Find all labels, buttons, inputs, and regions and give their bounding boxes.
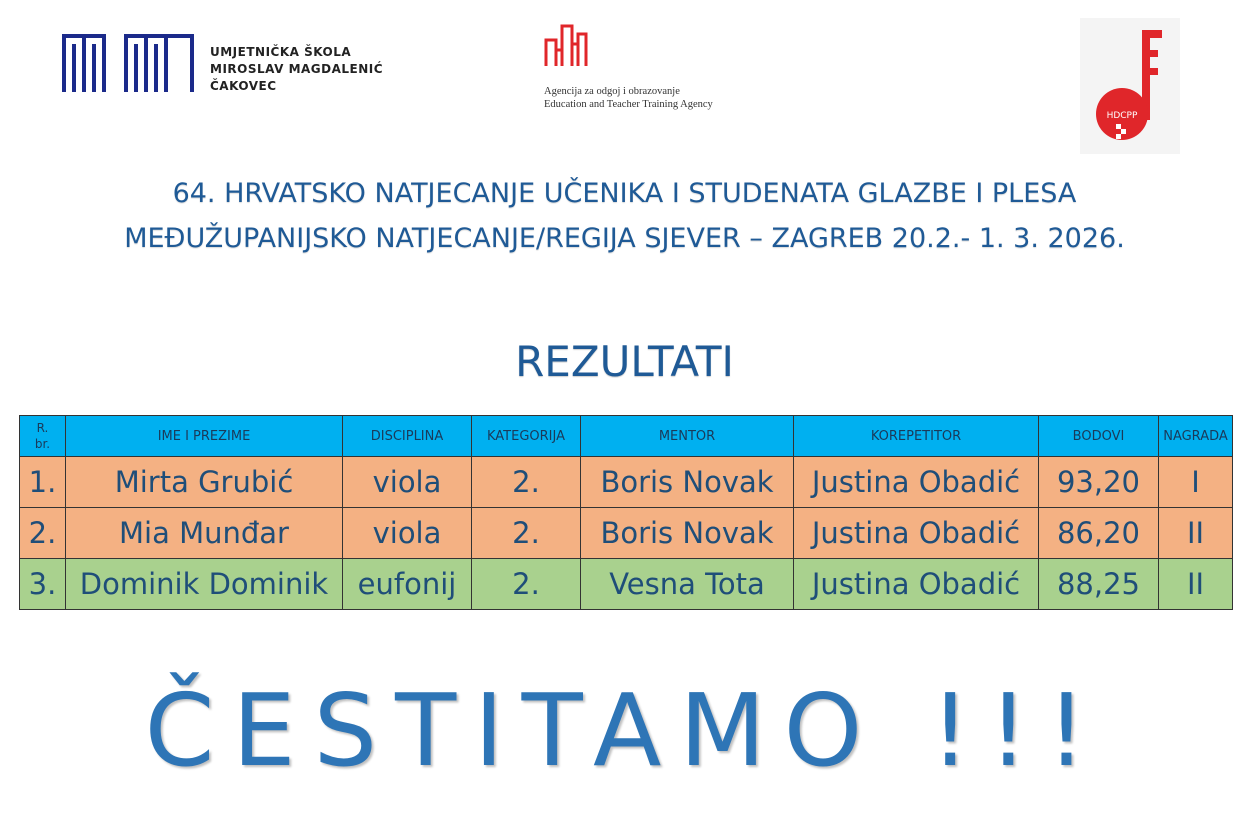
header-rbr-line: br. xyxy=(34,437,51,451)
cell-award: II xyxy=(1159,508,1233,559)
cell-accompanist: Justina Obadić xyxy=(794,457,1039,508)
cell-mentor: Boris Novak xyxy=(581,457,794,508)
header-award: NAGRADA xyxy=(1159,416,1233,457)
cell-points: 93,20 xyxy=(1039,457,1159,508)
agency-logo xyxy=(540,22,730,122)
results-table xyxy=(19,415,1233,610)
header-mentor: MENTOR xyxy=(581,416,794,457)
cell-points: 86,20 xyxy=(1039,508,1159,559)
header-rbr xyxy=(20,416,66,457)
header-discipline: DISCIPLINA xyxy=(343,416,472,457)
cell-category: 2. xyxy=(472,559,581,610)
table-header-row xyxy=(20,416,1233,457)
cell-discipline: viola xyxy=(343,508,472,559)
cell-rbr: 2. xyxy=(20,508,66,559)
agency-logo-mark xyxy=(542,22,592,72)
school-logo-mark xyxy=(60,30,200,96)
congratulations-text: ČESTITAMO !!! xyxy=(144,672,1105,789)
school-name-line: ČAKOVEC xyxy=(210,79,277,93)
competition-title: 64. HRVATSKO NATJECANJE UČENIKA I STUDENATA GLAZBE I PLESA xyxy=(172,178,1077,209)
hdcpp-label: HDCPP xyxy=(1106,111,1138,121)
header-rbr-line: R. xyxy=(36,421,49,435)
cell-mentor: Vesna Tota xyxy=(581,559,794,610)
cell-discipline: eufonij xyxy=(343,559,472,610)
cell-award: I xyxy=(1159,457,1233,508)
cell-name: Mirta Grubić xyxy=(66,457,343,508)
school-logo xyxy=(60,30,390,100)
header-category: KATEGORIJA xyxy=(472,416,581,457)
results-title: REZULTATI xyxy=(515,337,734,386)
header-name: IME I PREZIME xyxy=(66,416,343,457)
cell-accompanist: Justina Obadić xyxy=(794,559,1039,610)
school-name-line: MIROSLAV MAGDALENIĆ xyxy=(210,62,384,76)
cell-rbr: 1. xyxy=(20,457,66,508)
cell-points: 88,25 xyxy=(1039,559,1159,610)
table-row xyxy=(20,457,1233,508)
cell-accompanist: Justina Obadić xyxy=(794,508,1039,559)
agency-name-line: Agencija za odgoj i obrazovanje xyxy=(544,86,680,97)
cell-category: 2. xyxy=(472,457,581,508)
table-row xyxy=(20,508,1233,559)
header-accompanist: KOREPETITOR xyxy=(794,416,1039,457)
cell-name: Dominik Dominik xyxy=(66,559,343,610)
hdcpp-logo-mark xyxy=(1080,18,1180,154)
table-row xyxy=(20,559,1233,610)
header-points: BODOVI xyxy=(1039,416,1159,457)
agency-name xyxy=(544,85,713,111)
school-name-line: UMJETNIČKA ŠKOLA xyxy=(210,45,352,59)
cell-category: 2. xyxy=(472,508,581,559)
competition-subtitle: MEĐUŽUPANIJSKO NATJECANJE/REGIJA SJEVER – ZAGREB 20.2.- 1. 3. 2026. xyxy=(124,223,1125,254)
hdcpp-logo xyxy=(1080,18,1180,154)
cell-mentor: Boris Novak xyxy=(581,508,794,559)
school-name xyxy=(210,44,383,95)
cell-award: II xyxy=(1159,559,1233,610)
cell-discipline: viola xyxy=(343,457,472,508)
cell-name: Mia Munđar xyxy=(66,508,343,559)
cell-rbr: 3. xyxy=(20,559,66,610)
agency-name-line: Education and Teacher Training Agency xyxy=(544,99,713,110)
